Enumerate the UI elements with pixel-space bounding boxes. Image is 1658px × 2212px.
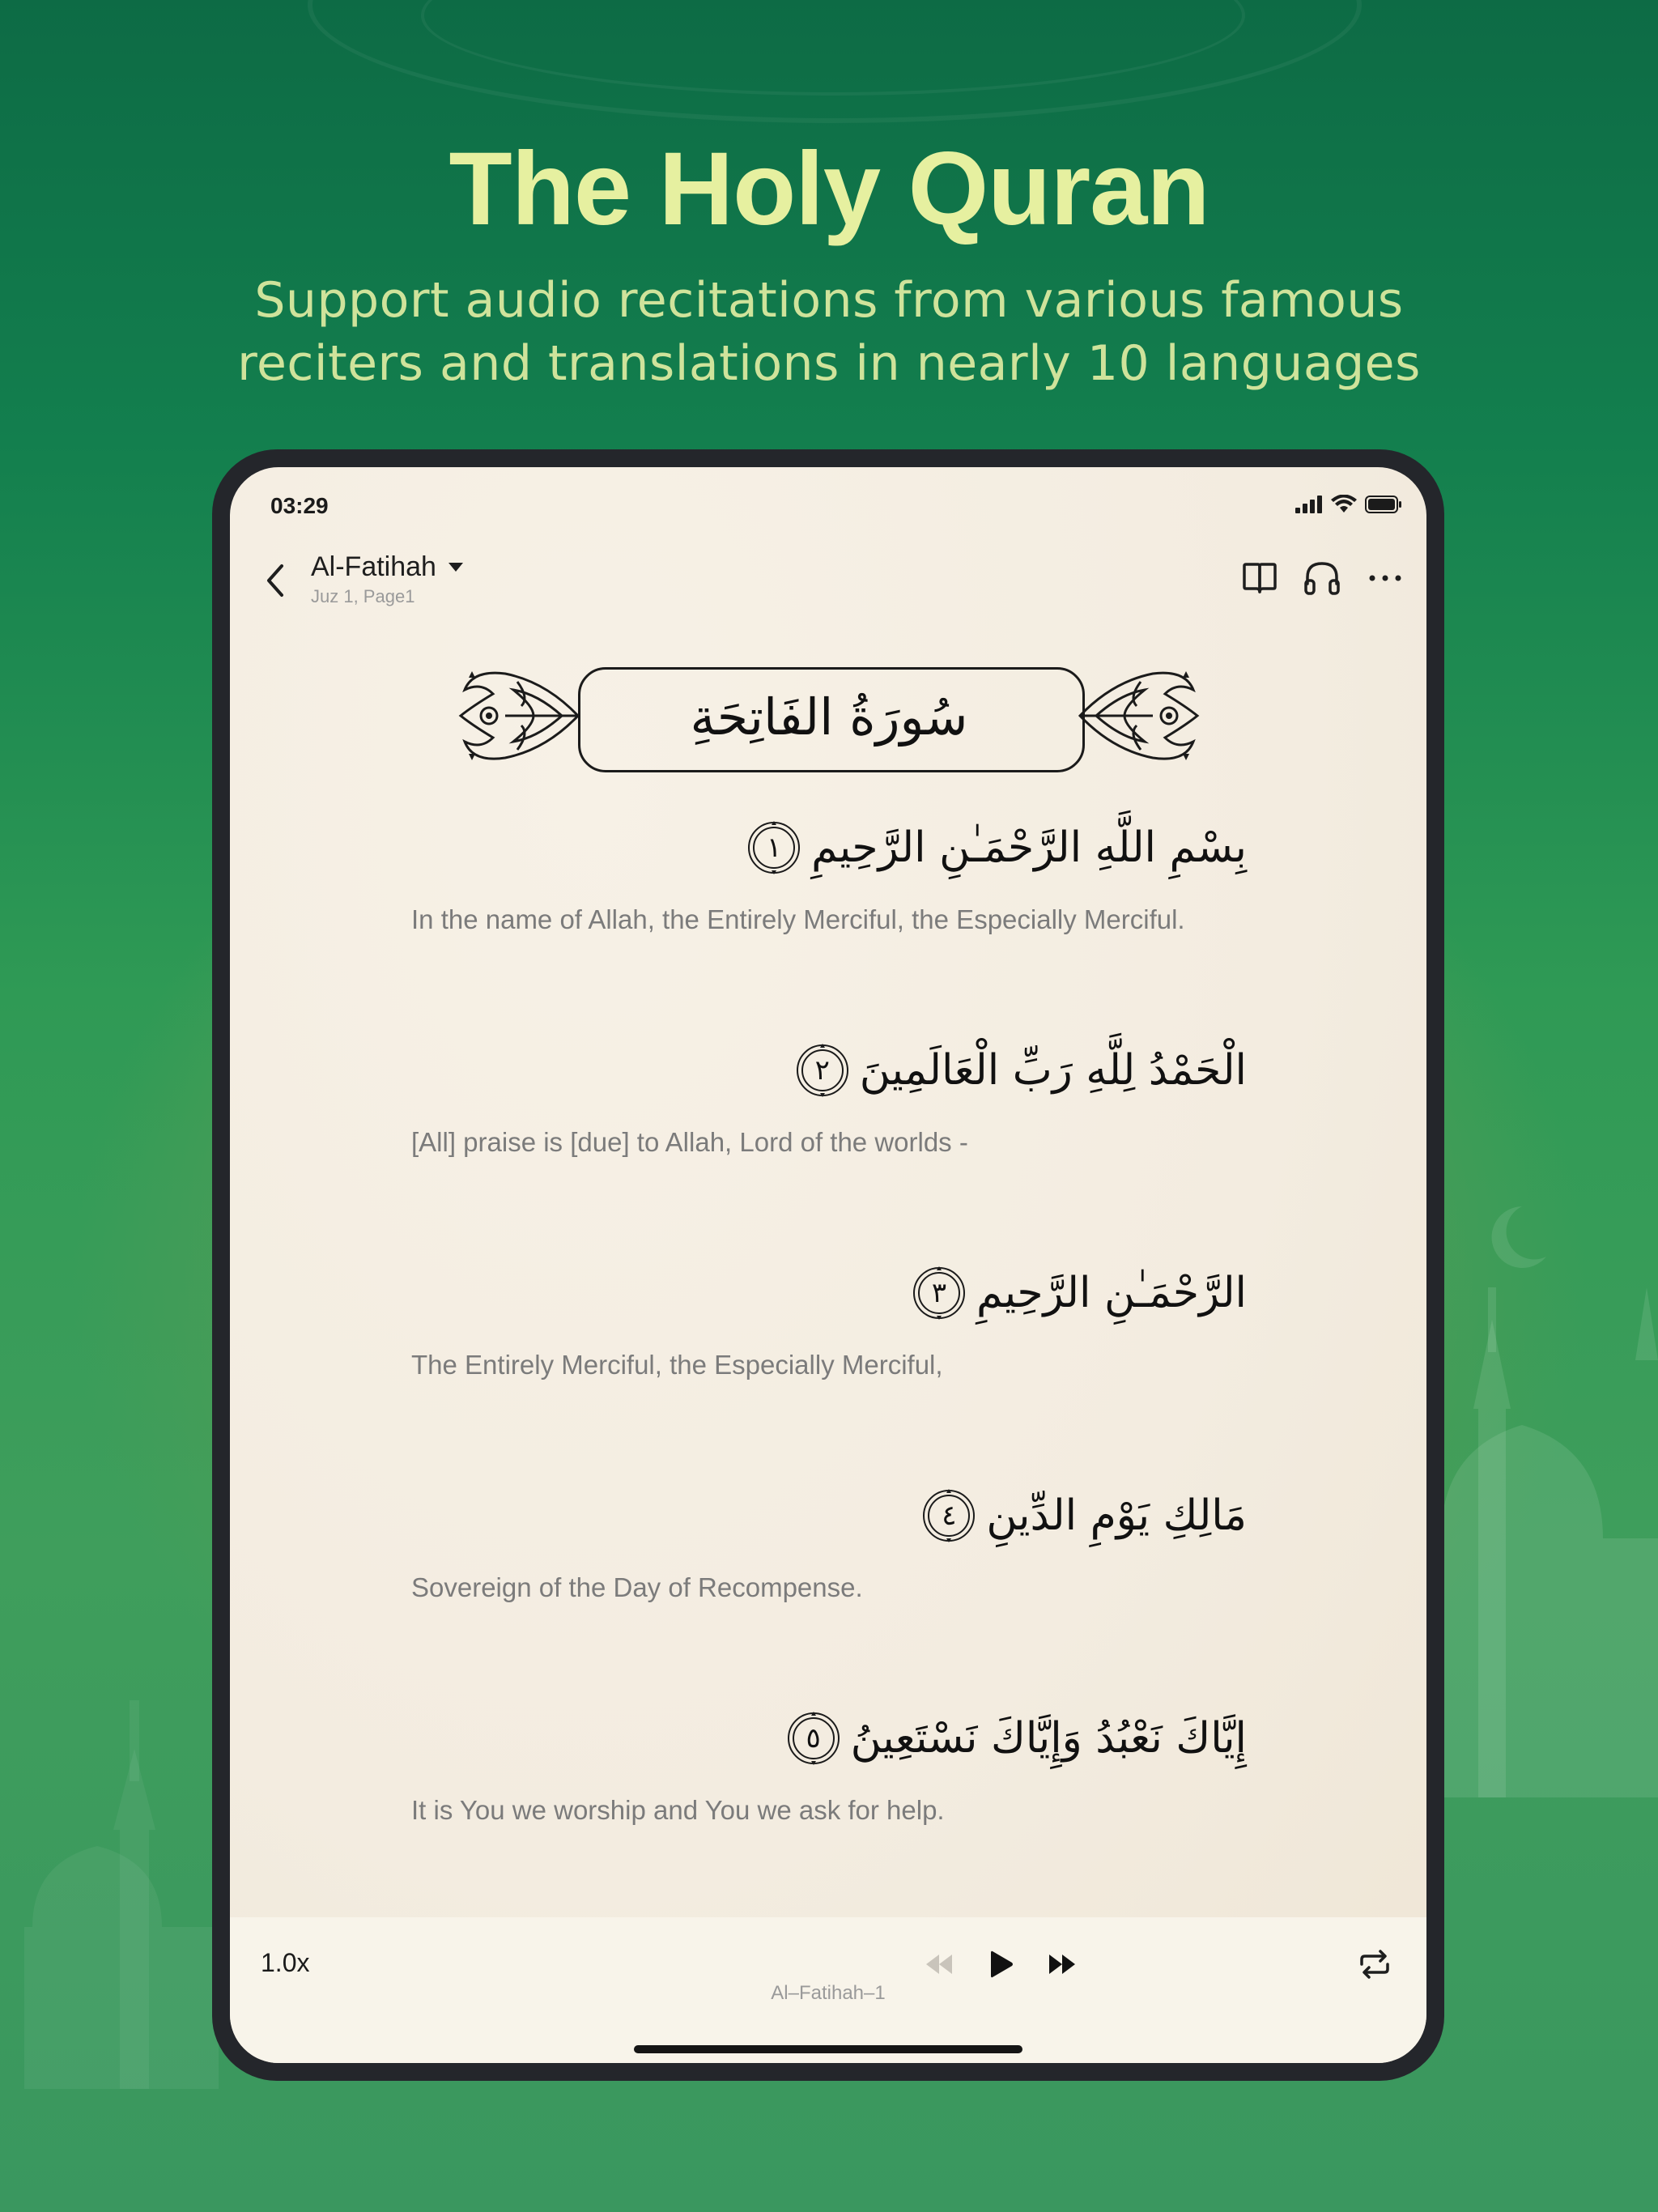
status-bar <box>230 467 1426 524</box>
verse-item[interactable] <box>411 1261 1247 1483</box>
verse-arabic-row <box>912 1261 1247 1325</box>
repeat-icon[interactable] <box>1352 1942 1397 1987</box>
tablet-device <box>212 449 1444 2081</box>
mosque-silhouette-right-icon <box>1425 1182 1658 1797</box>
promo-title: The Holy Quran <box>449 131 1209 247</box>
surah-title: Al-Fatihah <box>311 551 436 582</box>
verse-item[interactable] <box>411 815 1247 1038</box>
more-horizontal-icon[interactable] <box>1363 556 1407 600</box>
playback-speed-button[interactable]: 1.0x <box>261 1948 310 1977</box>
audio-player-bar <box>230 1917 1426 2063</box>
now-playing-track: Al–Fatihah–1 <box>771 1982 886 2004</box>
verse-translation: [All] praise is [due] to Allah, Lord of the worlds - <box>411 1127 968 1157</box>
app-screen <box>230 467 1426 2063</box>
ayah-number: ٥ <box>806 1722 821 1755</box>
wifi-icon <box>1331 495 1357 514</box>
mosque-silhouette-left-icon <box>0 1684 243 2089</box>
ayah-number: ٤ <box>942 1499 957 1532</box>
ayah-number: ٢ <box>814 1054 830 1087</box>
verse-item[interactable] <box>411 1038 1247 1261</box>
ayah-number: ١ <box>766 832 782 864</box>
surah-arabic-title: سُورَةُ الفَاتِحَةِ <box>690 687 968 747</box>
verse-item[interactable] <box>411 1483 1247 1706</box>
ayah-number-marker <box>912 1266 967 1321</box>
ayah-number: ٣ <box>931 1277 947 1309</box>
promo-subtitle-line-2: reciters and translations in nearly 10 languages <box>237 335 1421 392</box>
verse-arabic-row <box>786 1706 1247 1771</box>
banner-ornament-left-icon <box>457 657 586 775</box>
verse-translation: It is You we worship and You we ask for help. <box>411 1795 945 1825</box>
verse-arabic-text: إِيَّاكَ نَعْبُدُ وَإِيَّاكَ نَسْتَعِينُ <box>850 1714 1247 1763</box>
verse-list <box>411 815 1247 1929</box>
verse-arabic-text: الرَّحْمَـٰنِ الرَّحِيمِ <box>976 1269 1247 1317</box>
ayah-number-marker <box>921 1488 976 1543</box>
verse-translation: In the name of Allah, the Entirely Merciful, the Especially Merciful. <box>411 904 1185 934</box>
headphones-icon[interactable] <box>1300 556 1344 600</box>
verse-item[interactable] <box>411 1706 1247 1929</box>
verse-translation: The Entirely Merciful, the Especially Merciful, <box>411 1350 943 1380</box>
ayah-number-marker <box>795 1043 850 1098</box>
play-icon[interactable] <box>978 1942 1023 1987</box>
navigation-bar <box>230 540 1426 629</box>
cellular-signal-icon <box>1295 496 1323 513</box>
ayah-number-marker <box>746 820 801 875</box>
fast-forward-icon[interactable] <box>1039 1942 1085 1987</box>
promo-subtitle-line-1: Support audio recitations from various famous <box>254 272 1404 329</box>
rewind-icon[interactable] <box>916 1942 962 1987</box>
juz-page-label: Juz 1, Page1 <box>311 586 415 606</box>
verse-arabic-text: بِسْمِ اللَّهِ الرَّحْمَـٰنِ الرَّحِيمِ <box>811 823 1247 872</box>
status-icons <box>1295 495 1402 514</box>
home-indicator[interactable] <box>634 2045 1022 2053</box>
ayah-number-marker <box>786 1711 841 1766</box>
surah-name-banner <box>457 657 1201 775</box>
verse-arabic-text: الْحَمْدُ لِلَّهِ رَبِّ الْعَالَمِينَ <box>859 1046 1247 1095</box>
battery-icon <box>1365 496 1402 513</box>
caret-down-icon <box>449 563 463 572</box>
verse-arabic-row <box>795 1038 1247 1103</box>
verse-arabic-row <box>921 1483 1247 1548</box>
verse-arabic-row <box>746 815 1247 880</box>
verse-translation: Sovereign of the Day of Recompense. <box>411 1572 863 1602</box>
surah-selector[interactable] <box>311 551 463 607</box>
banner-ornament-right-icon <box>1072 657 1201 775</box>
chevron-left-icon[interactable] <box>257 556 293 605</box>
promo-subtitle <box>0 269 1658 395</box>
verse-arabic-text: مَالِكِ يَوْمِ الدِّينِ <box>986 1491 1247 1540</box>
book-icon[interactable] <box>1238 556 1282 600</box>
status-time: 03:29 <box>270 493 329 518</box>
